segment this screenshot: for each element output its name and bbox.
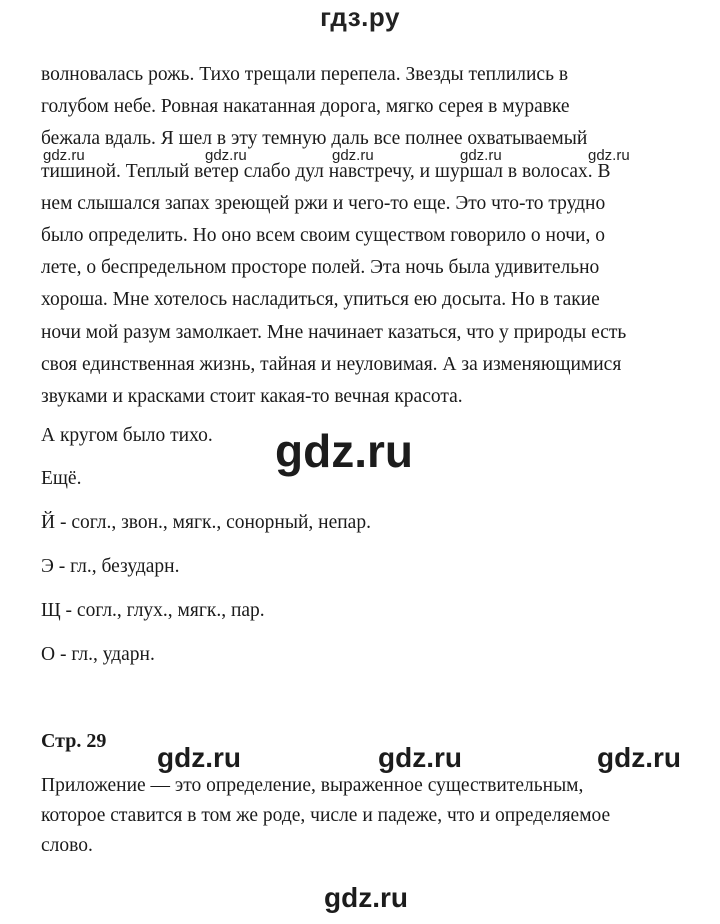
watermark-large: gdz.ru [324,882,408,913]
watermark-small: gdz.ru [43,147,85,164]
letter-analysis: Щ - согл., глух., мягк., пар. [41,600,265,621]
letter-analysis: О - гл., ударн. [41,644,155,665]
text-line: ночи мой разум замолкает. Мне начинает казаться, что у природы есть [41,321,627,343]
text-line: голубом небе. Ровная накатанная дорога, мягко серея в муравке [41,96,570,118]
answer-word: Ещё. [41,468,82,489]
text-line: волновалась рожь. Тихо трещали перепела. Звезды теплились в [41,64,569,85]
watermark-large: gdz.ru [378,742,462,773]
watermark-small: gdz.ru [332,147,374,164]
answer-sentence: А кругом было тихо. [41,425,213,446]
watermark-small: gdz.ru [588,147,630,164]
watermark-large: gdz.ru [275,425,413,477]
watermark-large: gdz.ru [157,742,241,773]
text-line: которое ставится в том же роде, числе и падеже, что и определяемое [41,805,611,826]
section-text-block [41,771,686,861]
text-line: лете, о беспредельном просторе полей. Эта ночь была удивительно [41,257,600,279]
text-line: звуками и красками стоит какая-то вечная красота. [41,386,463,408]
text-line: нем слышался запах зреющей ржи и чего-то еще. Это что-то трудно [41,192,606,214]
letter-analysis: Й - согл., звон., мягк., сонорный, непар. [41,512,371,533]
main-text-block [41,59,686,413]
letter-analysis: Э - гл., безударн. [41,556,180,577]
text-line: Приложение — это определение, выраженное существительным, [41,775,584,796]
text-line: слово. [41,835,93,856]
site-header-title: гдз.ру [320,2,400,32]
watermark-small: gdz.ru [460,147,502,164]
text-line: было определить. Но оно всем своим существом говорило о ночи, о [41,225,605,247]
text-line: своя единственная жизнь, тайная и неуловимая. А за изменяющимися [41,353,622,375]
section-heading: Стр. 29 [41,730,107,752]
text-line: хороша. Мне хотелось насладиться, упиться ею досыта. Но в такие [41,289,600,311]
text-line: бежала вдаль. Я шел в эту темную даль все полнее охватываемый [41,128,588,150]
watermark-large: gdz.ru [597,742,681,773]
watermark-small: gdz.ru [205,147,247,164]
text-line: тишиной. Теплый ветер слабо дул навстречу, и шуршал в волосах. В [41,160,611,182]
